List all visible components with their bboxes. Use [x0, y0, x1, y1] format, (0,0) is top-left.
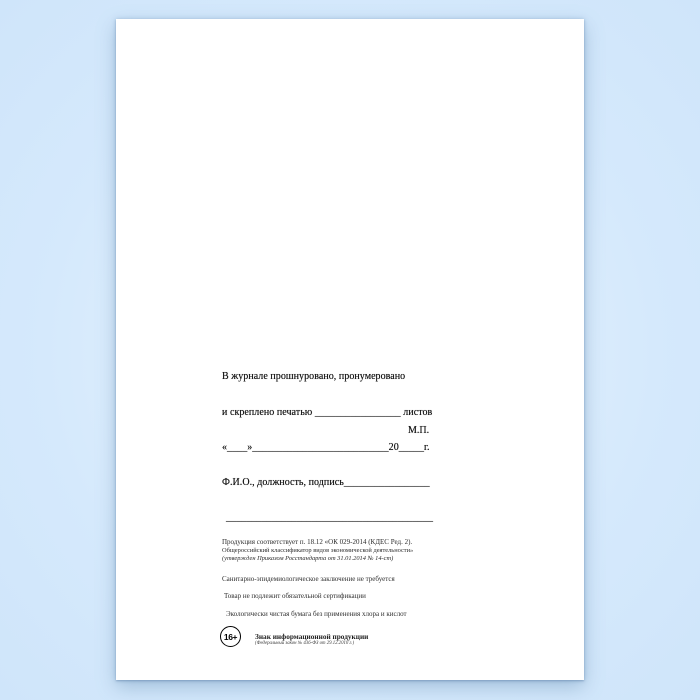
eco-paper-statement: Экологически чистая бумага без применения хлора и кислот	[226, 610, 407, 618]
okved-compliance-line-3: (утвержден Приказом Росстандарта от 31.01.2014 № 14-ст)	[222, 554, 394, 562]
stitch-line-3-date: «____»___________________________20_____г.	[222, 441, 430, 453]
sanitary-statement: Санитарно-эпидемиологическое заключение не требуется	[222, 575, 395, 583]
stitch-line-1: В журнале прошнуровано, пронумеровано	[222, 371, 406, 383]
age-rating-16plus-icon	[220, 626, 241, 647]
information-product-mark-title: Знак информационной продукции	[255, 632, 369, 641]
stitch-line-2: и скреплено печатью _________________ листов	[222, 406, 433, 418]
federal-law-note: (Федеральный закон № 436-ФЗ от 29.12.2010 г.)	[255, 641, 355, 646]
age-rating-text: 16+	[223, 631, 238, 642]
certification-statement: Товар не подлежит обязательной сертификации	[224, 592, 366, 600]
okved-compliance-line-2: Общероссийский классификатор видов экономической деятельности»	[222, 546, 414, 554]
seal-place-label: М.П.	[408, 425, 430, 436]
stitch-line-5-blank: _________________________________________	[226, 511, 434, 523]
okved-compliance-line-1: Продукция соответствует п. 18.12 «ОК 029-2014 (КДЕС Ред. 2).	[222, 538, 413, 546]
stitch-line-4-name-signature: Ф.И.О., должность, подпись_________________	[222, 476, 430, 488]
stitching-statement	[222, 348, 433, 547]
document-page	[116, 19, 584, 680]
